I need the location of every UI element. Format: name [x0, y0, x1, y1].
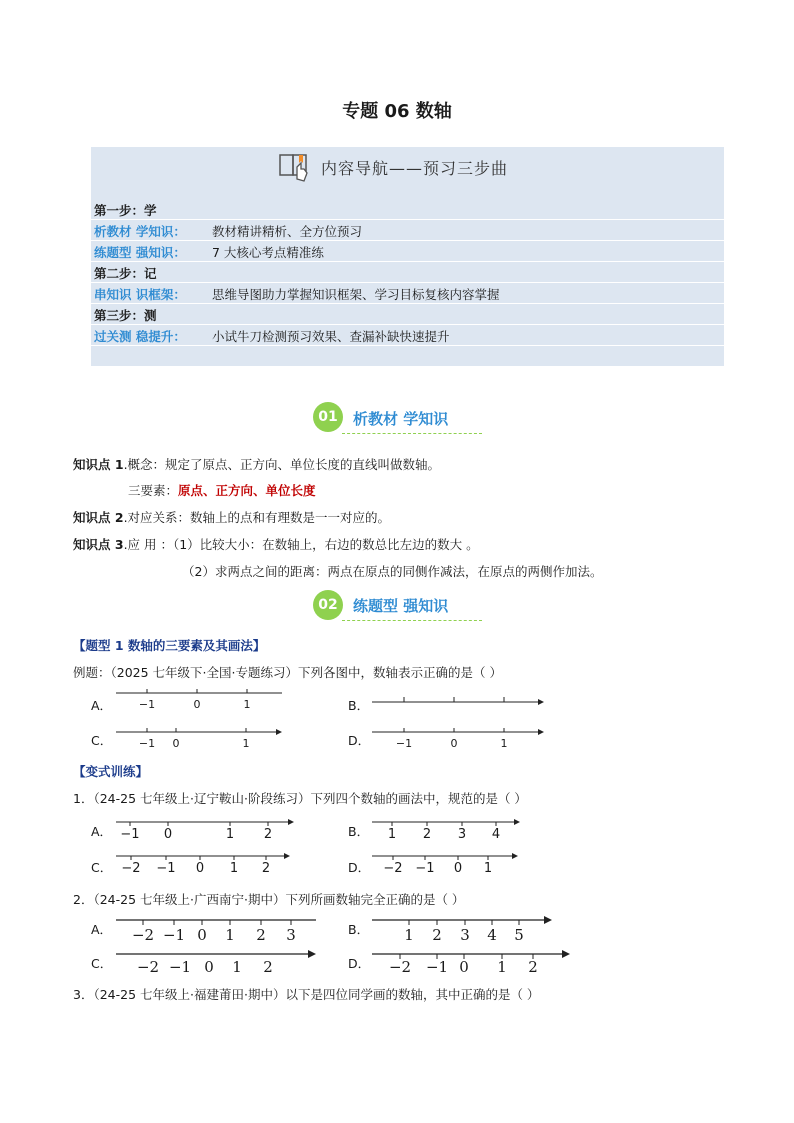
- book-hand-icon: [277, 149, 313, 183]
- tick-label: 1: [242, 737, 250, 750]
- guide-header: [91, 147, 724, 185]
- tick-label: 1: [483, 861, 493, 876]
- guide-row: [91, 304, 724, 325]
- tick-label: 1: [225, 827, 235, 842]
- guide-row: [91, 325, 724, 346]
- number-line-q2-a: [116, 915, 322, 945]
- number-line-q2-d: [372, 946, 572, 976]
- section-title: 练题型 强知识: [353, 597, 449, 615]
- knowledge-point-3: 知识点 3.应 用 ：（1）比较大小：在数轴上，右边的数总比左边的数大 。: [73, 537, 479, 552]
- tick-label: 1: [404, 926, 414, 944]
- number-line-q2-b: [372, 915, 552, 945]
- tick-label: 0: [459, 958, 469, 976]
- tick-label: 0: [163, 827, 173, 842]
- guide-row-text: 教材精讲精析、全方位预习: [212, 224, 363, 239]
- tick-label: 2: [432, 926, 442, 944]
- number-line-c: [116, 726, 282, 756]
- tick-label: −2: [388, 958, 412, 976]
- option-label: D．: [348, 733, 371, 748]
- tick-label: 0: [453, 861, 463, 876]
- tick-label: −1: [425, 958, 449, 976]
- knowledge-point-2: 知识点 2.对应关系：数轴上的点和有理数是一一对应的。: [73, 510, 391, 525]
- question-2: 2．（24-25 七年级上·广西南宁·期中）下列所画数轴完全正确的是（ ）: [73, 892, 465, 907]
- number-line-q1-c: [116, 851, 290, 877]
- guide-row-text: 小试牛刀检测预习效果、查漏补缺快速提升: [212, 329, 450, 344]
- tick-label: 0: [195, 861, 205, 876]
- example-question: 例题：（2025 七年级下·全国·专题练习）下列各图中，数轴表示正确的是（ ）: [73, 665, 502, 680]
- tick-label: 1: [497, 958, 507, 976]
- guide-row-text: 7 大核心考点精准练: [212, 245, 324, 260]
- option-label: B．: [348, 922, 370, 937]
- guide-row: [91, 220, 724, 241]
- guide-row-label: 练题型 强知识：: [94, 245, 186, 260]
- number-line-q1-a: [116, 817, 294, 843]
- guide-title: 内容导航——预习三步曲: [321, 159, 509, 178]
- tick-label: −1: [120, 827, 140, 842]
- question-type-heading: 【题型 1 数轴的三要素及其画法】: [73, 638, 266, 653]
- tick-label: −1: [156, 861, 176, 876]
- tick-label: 1: [500, 737, 508, 750]
- guide-row-label: 过关测 稳提升：: [94, 329, 186, 344]
- number-line-a: [116, 684, 286, 714]
- content-guide-box: [91, 147, 724, 366]
- guide-row: [91, 199, 724, 220]
- tick-label: 2: [263, 958, 273, 976]
- tick-label: 2: [422, 827, 432, 842]
- tick-label: 2: [256, 926, 266, 944]
- tick-label: 1: [229, 861, 239, 876]
- tick-label: 5: [514, 926, 524, 944]
- number-line-d: [372, 726, 544, 756]
- section-title: 析教材 学知识: [353, 410, 449, 428]
- option-label: A．: [91, 698, 113, 713]
- option-label: D．: [348, 860, 371, 875]
- tick-label: −1: [415, 861, 435, 876]
- tick-label: −2: [121, 861, 141, 876]
- guide-step-label: 第一步：学: [94, 203, 157, 218]
- tick-label: −2: [383, 861, 403, 876]
- tick-label: 2: [528, 958, 538, 976]
- section-underline: [342, 433, 482, 434]
- option-label: A．: [91, 824, 113, 839]
- guide-row: [91, 262, 724, 283]
- option-label: C．: [91, 860, 113, 875]
- tick-label: 0: [172, 737, 180, 750]
- section-underline: [342, 620, 482, 621]
- knowledge-point-1-elements: 三要素：原点、正方向、单位长度: [128, 483, 316, 498]
- knowledge-point-3-distance: （2）求两点之间的距离：两点在原点的同侧作减法，在原点的两侧作加法。: [182, 564, 603, 579]
- tick-label: −1: [138, 698, 156, 711]
- tick-label: 3: [460, 926, 470, 944]
- knowledge-point-1: 知识点 1.概念：规定了原点、正方向、单位长度的直线叫做数轴。: [73, 457, 441, 472]
- option-label: D．: [348, 956, 371, 971]
- guide-row-label: 析教材 学知识：: [94, 224, 186, 239]
- tick-label: −1: [138, 737, 156, 750]
- tick-label: 0: [204, 958, 214, 976]
- page-title: 专题 06 数轴: [342, 101, 452, 122]
- number-line-q1-b: [372, 817, 520, 843]
- guide-row: [91, 241, 724, 262]
- tick-label: 1: [243, 698, 251, 711]
- guide-step-label: 第三步：测: [94, 308, 157, 323]
- option-label: C．: [91, 956, 113, 971]
- question-3: 3．（24-25 七年级上·福建莆田·期中）以下是四位同学画的数轴，其中正确的是（ ）: [73, 987, 540, 1002]
- tick-label: 1: [225, 926, 235, 944]
- number-line-q1-d: [372, 851, 518, 877]
- tick-label: −1: [162, 926, 186, 944]
- section-number-badge: 02: [313, 590, 343, 620]
- option-label: B．: [348, 824, 370, 839]
- variant-heading: 【变式训练】: [73, 764, 149, 779]
- tick-label: 4: [487, 926, 497, 944]
- tick-label: 3: [286, 926, 296, 944]
- tick-label: 2: [261, 861, 271, 876]
- number-line-q2-c: [116, 946, 316, 976]
- option-label: A．: [91, 922, 113, 937]
- number-line-b: [372, 694, 544, 714]
- option-label: C．: [91, 733, 113, 748]
- tick-label: 1: [232, 958, 242, 976]
- tick-label: 3: [457, 827, 467, 842]
- tick-label: 0: [450, 737, 458, 750]
- section-number-badge: 01: [313, 402, 343, 432]
- tick-label: −2: [136, 958, 160, 976]
- tick-label: −1: [168, 958, 192, 976]
- tick-label: −2: [131, 926, 155, 944]
- tick-label: 0: [193, 698, 201, 711]
- guide-row: [91, 283, 724, 304]
- option-label: B．: [348, 698, 370, 713]
- tick-label: 4: [491, 827, 501, 842]
- guide-row-text: 思维导图助力掌握知识框架、学习目标复核内容掌握: [212, 287, 500, 302]
- tick-label: 2: [263, 827, 273, 842]
- guide-step-label: 第二步：记: [94, 266, 157, 281]
- tick-label: −1: [395, 737, 413, 750]
- tick-label: 0: [197, 926, 207, 944]
- tick-label: 1: [387, 827, 397, 842]
- question-1: 1．（24-25 七年级上·辽宁鞍山·阶段练习）下列四个数轴的画法中，规范的是（ ）: [73, 791, 527, 806]
- guide-row-label: 串知识 识框架：: [94, 287, 186, 302]
